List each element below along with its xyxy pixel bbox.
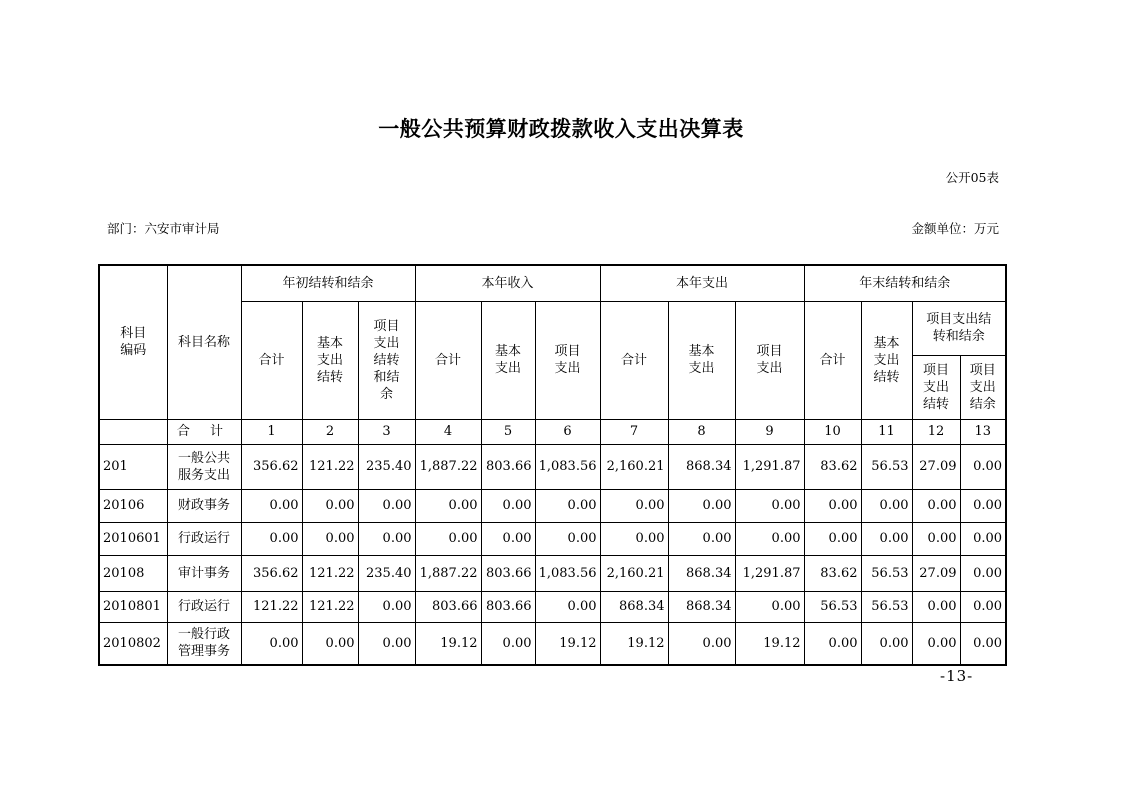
value-cell: 0.00 (241, 622, 302, 665)
header-closing-project-balance: 项目支出结余 (960, 355, 1006, 419)
header-closing-project-carry: 项目支出结转 (912, 355, 960, 419)
column-number: 8 (668, 419, 735, 444)
column-number: 9 (735, 419, 804, 444)
header-income-total: 合计 (415, 301, 481, 419)
subject-code: 20106 (99, 489, 167, 522)
value-cell: 121.22 (302, 444, 358, 489)
group-opening-balance: 年初结转和结余 (241, 265, 415, 301)
value-cell: 27.09 (912, 444, 960, 489)
header-expense-total: 合计 (600, 301, 668, 419)
value-cell: 0.00 (535, 591, 600, 622)
value-cell: 868.34 (668, 591, 735, 622)
value-cell: 2,160.21 (600, 555, 668, 591)
subject-name: 行政运行 (167, 522, 241, 555)
header-closing-project: 项目支出结转和结余 (912, 301, 1006, 355)
subject-name: 行政运行 (167, 591, 241, 622)
group-closing-balance: 年末结转和结余 (804, 265, 1006, 301)
document-title: 一般公共预算财政拨款收入支出决算表 (378, 117, 744, 141)
table-row (99, 489, 1006, 522)
column-number-row (99, 419, 1006, 444)
value-cell: 1,291.87 (735, 555, 804, 591)
value-cell: 83.62 (804, 444, 861, 489)
header-income-basic: 基本支出 (481, 301, 535, 419)
header-opening-basic-carry: 基本支出结转 (302, 301, 358, 419)
value-cell: 0.00 (241, 489, 302, 522)
value-cell: 0.00 (668, 489, 735, 522)
column-number: 1 (241, 419, 302, 444)
value-cell: 803.66 (481, 555, 535, 591)
value-cell: 0.00 (415, 522, 481, 555)
value-cell: 1,887.22 (415, 444, 481, 489)
value-cell: 0.00 (960, 622, 1006, 665)
value-cell: 803.66 (481, 444, 535, 489)
value-cell: 235.40 (358, 444, 415, 489)
subject-name: 财政事务 (167, 489, 241, 522)
value-cell: 0.00 (804, 489, 861, 522)
table-row (99, 555, 1006, 591)
subject-name: 一般公共服务支出 (167, 444, 241, 489)
value-cell: 0.00 (481, 522, 535, 555)
value-cell: 0.00 (358, 591, 415, 622)
value-cell: 0.00 (804, 622, 861, 665)
value-cell: 27.09 (912, 555, 960, 591)
value-cell: 0.00 (960, 591, 1006, 622)
header-subject-code: 科目编码 (99, 265, 167, 419)
value-cell: 868.34 (600, 591, 668, 622)
value-cell: 1,083.56 (535, 444, 600, 489)
header-subject-name: 科目名称 (167, 265, 241, 419)
value-cell: 0.00 (668, 622, 735, 665)
column-number: 12 (912, 419, 960, 444)
value-cell: 121.22 (241, 591, 302, 622)
column-number: 13 (960, 419, 1006, 444)
header-opening-total: 合计 (241, 301, 302, 419)
value-cell: 121.22 (302, 555, 358, 591)
value-cell: 0.00 (241, 522, 302, 555)
value-cell: 0.00 (535, 522, 600, 555)
header-closing-total: 合计 (804, 301, 861, 419)
group-expenditure: 本年支出 (600, 265, 804, 301)
value-cell: 0.00 (302, 489, 358, 522)
value-cell: 803.66 (481, 591, 535, 622)
header-closing-basic-carry: 基本支出结转 (861, 301, 912, 419)
value-cell: 0.00 (358, 489, 415, 522)
table-row (99, 444, 1006, 489)
column-number: 5 (481, 419, 535, 444)
value-cell: 83.62 (804, 555, 861, 591)
value-cell: 235.40 (358, 555, 415, 591)
value-cell: 0.00 (302, 622, 358, 665)
header-expense-project: 项目支出 (735, 301, 804, 419)
value-cell: 19.12 (735, 622, 804, 665)
value-cell: 0.00 (861, 489, 912, 522)
value-cell: 0.00 (735, 591, 804, 622)
total-label: 合 计 (167, 419, 241, 444)
column-number: 11 (861, 419, 912, 444)
value-cell: 0.00 (960, 522, 1006, 555)
subject-code: 2010601 (99, 522, 167, 555)
column-number: 10 (804, 419, 861, 444)
subject-code: 2010801 (99, 591, 167, 622)
header-expense-basic: 基本支出 (668, 301, 735, 419)
header-income-project: 项目支出 (535, 301, 600, 419)
subject-name: 审计事务 (167, 555, 241, 591)
value-cell: 356.62 (241, 444, 302, 489)
header-opening-project: 项目支出结转和结余 (358, 301, 415, 419)
value-cell: 0.00 (960, 555, 1006, 591)
value-cell: 56.53 (861, 555, 912, 591)
value-cell: 0.00 (912, 622, 960, 665)
department-label: 部门：六安市审计局 (107, 221, 220, 236)
column-number: 4 (415, 419, 481, 444)
value-cell: 0.00 (481, 489, 535, 522)
value-cell: 121.22 (302, 591, 358, 622)
value-cell: 0.00 (600, 489, 668, 522)
column-number: 2 (302, 419, 358, 444)
form-number: 公开05表 (945, 170, 999, 185)
value-cell: 0.00 (960, 444, 1006, 489)
value-cell: 1,887.22 (415, 555, 481, 591)
subject-code: 20108 (99, 555, 167, 591)
value-cell: 1,083.56 (535, 555, 600, 591)
column-number: 6 (535, 419, 600, 444)
value-cell: 0.00 (415, 489, 481, 522)
page-number: -13- (940, 667, 974, 685)
value-cell: 868.34 (668, 444, 735, 489)
blank-cell (99, 419, 167, 444)
column-number: 3 (358, 419, 415, 444)
subject-code: 201 (99, 444, 167, 489)
value-cell: 0.00 (912, 489, 960, 522)
value-cell: 19.12 (415, 622, 481, 665)
table-row (99, 622, 1006, 665)
value-cell: 56.53 (861, 591, 912, 622)
table-row (99, 522, 1006, 555)
value-cell: 356.62 (241, 555, 302, 591)
value-cell: 803.66 (415, 591, 481, 622)
value-cell: 0.00 (535, 489, 600, 522)
value-cell: 0.00 (735, 522, 804, 555)
value-cell: 0.00 (804, 522, 861, 555)
value-cell: 2,160.21 (600, 444, 668, 489)
value-cell: 0.00 (358, 522, 415, 555)
unit-label: 金额单位：万元 (911, 221, 999, 236)
column-number: 7 (600, 419, 668, 444)
value-cell: 56.53 (804, 591, 861, 622)
subject-name: 一般行政管理事务 (167, 622, 241, 665)
value-cell: 0.00 (861, 622, 912, 665)
value-cell: 19.12 (600, 622, 668, 665)
value-cell: 0.00 (912, 522, 960, 555)
group-income: 本年收入 (415, 265, 600, 301)
value-cell: 0.00 (358, 622, 415, 665)
value-cell: 0.00 (481, 622, 535, 665)
subject-code: 2010802 (99, 622, 167, 665)
value-cell: 56.53 (861, 444, 912, 489)
value-cell: 1,291.87 (735, 444, 804, 489)
budget-table (98, 264, 1007, 666)
value-cell: 0.00 (912, 591, 960, 622)
value-cell: 868.34 (668, 555, 735, 591)
value-cell: 0.00 (861, 522, 912, 555)
value-cell: 0.00 (600, 522, 668, 555)
value-cell: 19.12 (535, 622, 600, 665)
value-cell: 0.00 (960, 489, 1006, 522)
value-cell: 0.00 (668, 522, 735, 555)
value-cell: 0.00 (302, 522, 358, 555)
value-cell: 0.00 (735, 489, 804, 522)
table-row (99, 591, 1006, 622)
